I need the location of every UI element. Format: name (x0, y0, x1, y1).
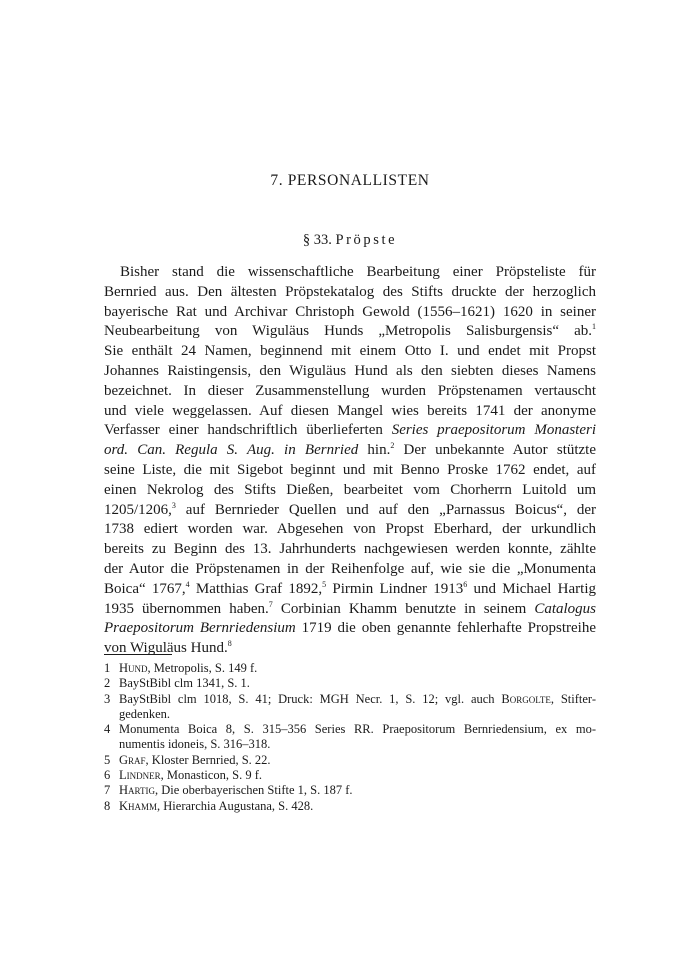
author-name: Graf (119, 752, 146, 767)
text-segment: 1738 ediert worden war. Abgesehen von Propst Eberhard, der urkundlich (104, 521, 596, 538)
text-segment: hin. (358, 442, 391, 459)
text-segment: 1935 übernommen haben. (104, 600, 269, 617)
text-line (104, 303, 596, 323)
text-segment: Johannes Raistingensis, den Wiguläus Hund als den siebten dieses Namens (104, 362, 596, 379)
footnote (104, 661, 596, 676)
text-segment: Pirmin Lindner 1913 (326, 580, 464, 597)
footnote-number: 4 (104, 722, 111, 737)
text-segment: numentis idoneis, S. 316–318. (119, 737, 271, 752)
text-line (104, 461, 596, 481)
footnote-line (119, 783, 596, 798)
section-symbol: § 33. (302, 232, 332, 248)
text-segment: , Stifter- (550, 691, 597, 706)
footnote-line (119, 722, 596, 737)
text-line (104, 540, 596, 560)
footnote-line (119, 661, 596, 676)
italic-text: Praepositorum Bernriedensium (104, 620, 296, 637)
text-segment: , Metropolis, S. 149 f. (147, 661, 258, 675)
text-segment: BayStBibl clm 1018, S. 41; Druck: MGH Necr. 1, S. 12; vgl. auch (119, 691, 502, 706)
text-segment: 1205/1206, (104, 501, 172, 518)
footnote-ref: 6 (463, 579, 468, 589)
author-name: Borgolte (501, 691, 551, 706)
chapter-title: 7. PERSONALLISTEN (270, 172, 430, 189)
text-segment: , Kloster Bernried, S. 22. (145, 752, 271, 767)
text-line (104, 402, 596, 422)
footnote (104, 692, 596, 723)
text-segment: und viele weggelassen. Auf diesen Mangel wies bereits 1741 der anonyme (104, 402, 596, 419)
footnote-ref: 4 (185, 579, 190, 589)
text-segment: Verfasser einer handschriftlich überlieferten (104, 422, 392, 439)
text-segment: Boica“ 1767, (104, 580, 186, 597)
text-line (104, 362, 596, 382)
text-segment: seine Liste, die mit Sigebot beginnt und mit Benno Proske 1762 endet, auf (104, 461, 596, 478)
text-segment: bereits zu Beginn des 13. Jahrhunderts nachgewiesen werden konnte, zählte (104, 541, 596, 558)
footnote-line (119, 692, 596, 707)
text-segment: BayStBibl clm 1341, S. 1. (119, 676, 250, 691)
text-segment: auf Bernrieder Quellen und auf den „Parnassus Boicus“, der (175, 501, 596, 518)
author-name: Khamm (119, 798, 158, 813)
footnote-number: 5 (104, 752, 111, 767)
footnote (104, 768, 596, 783)
section-title: Pröpste (335, 232, 398, 248)
text-line (104, 382, 596, 402)
text-segment: , Monasticon, S. 9 f. (160, 768, 263, 783)
text-line (104, 501, 596, 521)
text-segment: von Wiguläus Hund. (104, 640, 228, 657)
italic-text: Catalogus (534, 600, 596, 617)
author-name: Lindner (119, 768, 161, 783)
footnote-ref: 5 (322, 579, 327, 589)
text-segment: einen Nekrolog des Stifts Dießen, bearbeitet vom Chorherrn Luitold um (104, 481, 596, 498)
text-line (104, 263, 596, 283)
footnote-ref: 7 (268, 599, 273, 609)
text-segment: Sie enthält 24 Namen, beginnend mit einem Otto I. und endet mit Propst (104, 343, 596, 360)
footnote-line (119, 799, 596, 814)
footnote-number: 1 (104, 661, 111, 675)
text-segment: gedenken. (119, 706, 171, 721)
footnote-ref: 3 (171, 500, 176, 510)
footnote (104, 753, 596, 768)
footnote (104, 799, 596, 814)
text-line (104, 520, 596, 540)
text-line (104, 639, 596, 659)
author-name: Hartig (119, 783, 155, 798)
text-segment: , Die oberbayerischen Stifte 1, S. 187 f. (154, 783, 353, 798)
footnote-line (119, 768, 596, 783)
text-segment: bezeichnet. In dieser Zusammenstellung wurden Pröpstenamen vertauscht (104, 382, 596, 399)
footnote-line (119, 676, 596, 691)
text-segment: Der unbekannte Autor stützte (394, 442, 597, 459)
author-name: Hund (119, 661, 148, 675)
text-segment: und Michael Hartig (467, 580, 596, 597)
footnote-separator (104, 654, 172, 655)
text-segment: , Hierarchia Augustana, S. 428. (157, 798, 314, 813)
text-segment: Matthias Graf 1892, (189, 580, 323, 597)
text-segment: Monumenta Boica 8, S. 315–356 Series RR. Praepositorum Bernriedensium, ex mo- (119, 722, 596, 737)
text-line (104, 580, 596, 600)
footnote-number: 6 (104, 768, 111, 783)
footnote-line (119, 737, 596, 752)
section-heading (0, 232, 700, 249)
text-segment: 1719 die oben genannte fehlerhafte Propstreihe (295, 620, 596, 637)
text-segment: Bernried aus. Den ältesten Pröpstekatalog des Stifts druckte der herzoglich (104, 283, 596, 300)
footnotes (104, 661, 596, 814)
text-segment: bayerische Rat und Archivar Christoph Gewold (1556–1621) 1620 in seiner (104, 303, 596, 320)
text-line (104, 342, 596, 362)
body-paragraph (104, 263, 596, 659)
text-line (104, 283, 596, 303)
text-segment: Corbinian Khamm benutzte in seinem (272, 600, 535, 617)
text-line (104, 421, 596, 441)
footnote (104, 676, 596, 691)
footnote-number: 8 (104, 798, 111, 813)
footnote-line (119, 753, 596, 768)
text-line (104, 619, 596, 639)
italic-text: Series praepositorum Monasteri (391, 422, 596, 439)
footnote-ref: 2 (390, 441, 395, 451)
footnote-number: 3 (104, 691, 111, 706)
footnote-ref: 1 (592, 322, 596, 332)
footnote-number: 2 (104, 676, 111, 691)
footnote (104, 783, 596, 798)
footnote-number: 7 (104, 783, 111, 798)
text-line (104, 322, 596, 342)
text-line (104, 481, 596, 501)
text-segment: der Autor die Pröpstenamen in der Reihenfolge auf, wie sie die „Monumenta (104, 560, 596, 577)
text-line (104, 560, 596, 580)
text-line (104, 600, 596, 620)
footnote (104, 722, 596, 753)
text-segment: Neubearbeitung von Wiguläus Hunds „Metropolis Salisburgensis“ ab. (104, 323, 592, 340)
italic-text: ord. Can. Regula S. Aug. in Bernried (104, 442, 359, 459)
footnote-ref: 8 (227, 639, 232, 649)
footnote-line (119, 707, 596, 722)
text-segment: Bisher stand die wissenschaftliche Bearbeitung einer Pröpsteliste für (120, 264, 596, 280)
text-line (104, 441, 596, 461)
